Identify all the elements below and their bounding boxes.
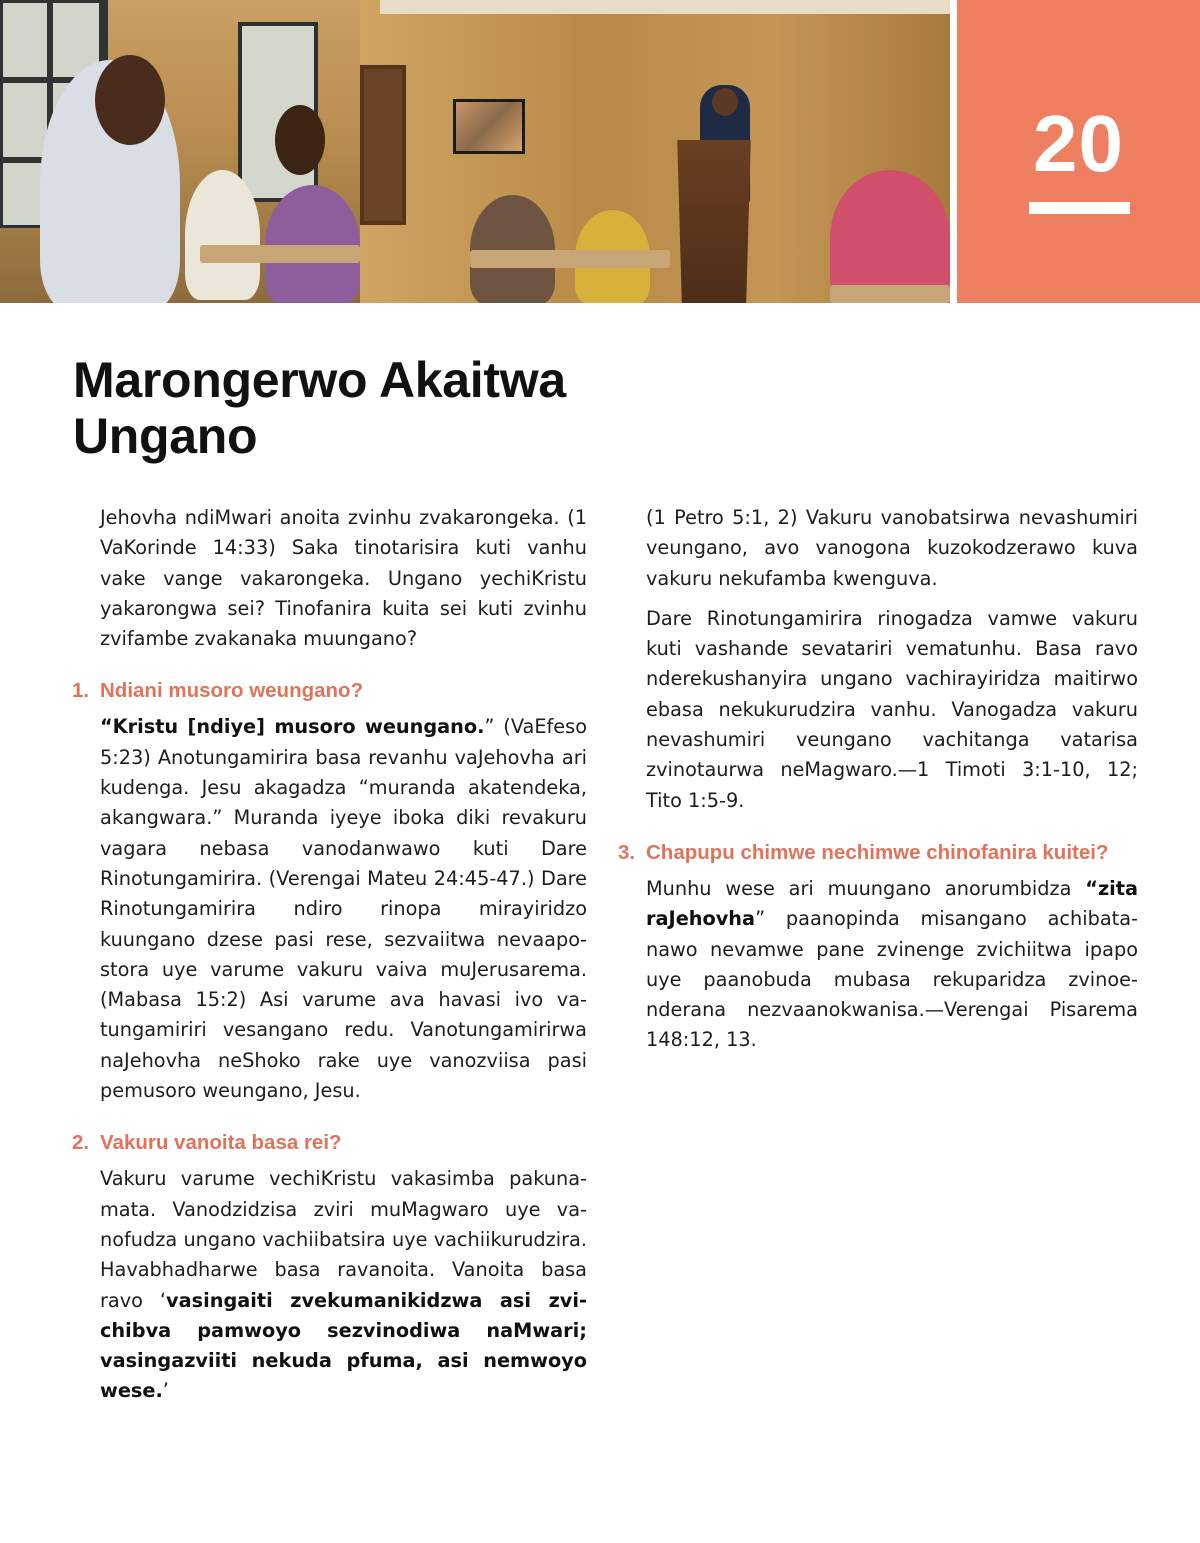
question-number: 3. [618,840,636,864]
paragraph-text: (1 Petro 5:1, 2) Vakuru vanobatsirwa nevashumiri veungano, avo vanogona kuzokodzerawo kuva vakuru nekufamba kwenguva. [646,506,1138,590]
question-number: 1. [72,679,90,703]
section-3-paragraph [618,874,1138,1056]
paragraph-text: Munhu wese ari muungano anorumbidza [646,876,1086,900]
photo-audience-member [265,185,360,303]
photo-tv-screen [453,99,525,154]
page-title [73,352,633,464]
page-title-line-2: Ungano [73,408,258,464]
header-photo [0,0,950,303]
section-2-paragraph-1-continued [618,503,1138,594]
question-text: Chapupu chimwe nechimwe chinofanira kuitei? [646,840,1109,864]
paragraph-text: ” paanopinda misangano achibatanawo nevamwe pane zvinenge zvichiitwa ipapo uye paanobuda mubasa rekuparidza zvinoenderana nezvaanokwanisa.—Verengai Pisarema 148:12, 13. [646,907,1138,1052]
page-title-line-1: Marongerwo Akaitwa [73,352,566,408]
left-column [72,503,587,1407]
scripture-quote: “zita raJehovha [646,876,1138,931]
section-2-paragraph-2: Dare Rinotungamirira rinogadza vamwe vakuru kuti vashande sevatariri vematunhu. Basa ravo nderekushanyira ungano vachirayiridza maitirwo ebasa nekukurudzira vanhu. Vanogadza vakuru nevashumiri veungano vachitanga vatarisa zvinotaurwa neMagwaro.—1 Timoti 3:1-10, 12; Tito 1:5-9. [646,606,1138,812]
photo-bench [470,250,670,268]
paragraph-text: ’ [162,1379,169,1403]
question-heading-1 [72,676,587,706]
photo-bench [200,245,360,263]
paragraph-text: Vakuru varume vechiKristu vakasimba pakunamata. Vanodzidzisa zviri muMagwaro uye vanofudza ungano vachiibatsira uye vachiikurudzira. Havabhadharwe basa ravanoita. Vanoita basa ravo ‘ [100,1167,587,1312]
photo-door [360,65,406,225]
intro-paragraph: Jehovha ndiMwari anoita zvinhu zvakarongeka. (1 VaKorinde 14:33) Saka tinotarisira kuti vanhu vake vange vakarongeka. Ungano yechiKristu yakarongwa sei? Tinofanira kuita sei kuti zvinhu zvifambe zvakanaka muungano? [100,506,587,651]
photo-audience-member [95,55,165,145]
photo-audience-member [185,170,260,300]
lesson-number-panel [957,0,1200,303]
scripture-quote: vasingaiti zvekumanikidzwa asi zvichibva pamwoyo sezvinodiwa naMwari; vasingazviiti nekuda pfuma, asi nemwoyo wese. [100,1288,587,1403]
question-text: Ndiani musoro weungano? [100,679,364,703]
question-heading-2 [72,1128,587,1158]
photo-ceiling [380,0,950,14]
photo-bench [830,285,950,303]
photo-speaker-head [712,88,738,116]
question-number: 2. [72,1131,90,1155]
paragraph-text: ” (VaEfeso 5:23) Anotungamirira basa revanhu vaJehovha ari kudenga. Jesu akagadza “muranda akatendeka, akangwara.” Muranda iyeye iboka diki revakuru vagara nebasa vanodanwawo kuti Dare Rinotungamirira. (Verengai Mateu 24:45-47.) Dare Rinotungamirira ndiro rinopa mirayiridzo kuungano dzese pasi rese, sezvaiitwa nevaapostora uye varume vakuru vaiva muJerusarema. (Mabasa 15:2) Asi varume ava havasi ivo vatungamiriri vesangano redu. Vanotungamirirwa naJehovha neShoko rake uye vanozviisa pasi pemusoro weungano, Jesu. [100,715,588,1103]
section-1-paragraph [72,712,587,1106]
lesson-number-underline [1029,202,1130,214]
right-column [618,503,1138,1056]
photo-audience-member [275,105,325,175]
question-heading-3 [618,838,1138,868]
lesson-number: 20 [1033,99,1124,188]
photo-podium [668,140,760,303]
photo-audience-member [470,195,555,303]
scripture-quote: “Kristu [ndiye] musoro weungano. [100,715,485,739]
section-2-paragraph-1 [72,1164,587,1406]
question-text: Vakuru vanoita basa rei? [100,1131,342,1155]
photo-audience-member [830,170,950,303]
